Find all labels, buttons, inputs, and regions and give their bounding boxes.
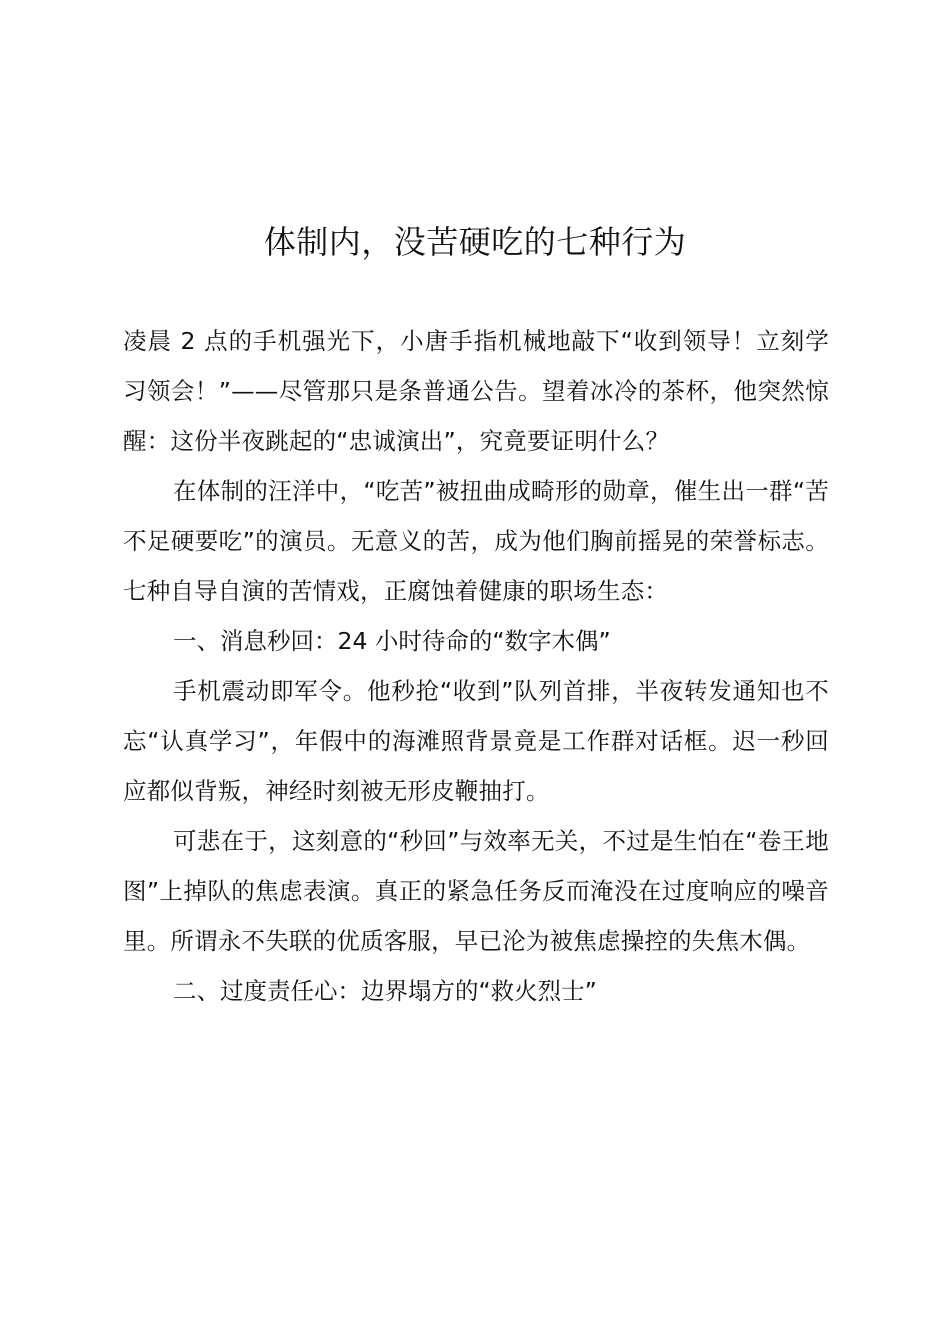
section-heading-2: 二、过度责任心：边界塌方的“救火烈士” — [173, 977, 597, 1005]
paragraph-context: 在体制的汪洋中，“吃苦”被扭曲成畸形的勋章，催生出一群“苦不足硬要吃”的演员。无意义的苦，成为他们胸前摇晃的荣誉标志。七种自导自演的苦情戏，正腐蚀着健康的职场生态： — [123, 477, 829, 605]
paragraph-section1-a: 手机震动即军令。他秒抢“收到”队列首排，半夜转发通知也不忘“认真学习”，年假中的海滩照背景竟是工作群对话框。迟一秒回应都似背叛，神经时刻被无形皮鞭抽打。 — [123, 677, 829, 805]
paragraph-intro: 凌晨 2 点的手机强光下，小唐手指机械地敲下“收到领导！立刻学习领会！”——尽管那只是条普通公告。望着冰冷的茶杯，他突然惊醒：这份半夜跳起的“忠诚演出”，究竟要证明什么？ — [123, 327, 829, 455]
document-body — [123, 316, 829, 1016]
paragraph-section1-b: 可悲在于，这刻意的“秒回”与效率无关，不过是生怕在“卷王地图”上掉队的焦虑表演。真正的紧急任务反而淹没在过度响应的噪音里。所谓永不失联的优质客服，早已沦为被焦虑操控的失焦木偶。 — [123, 827, 829, 955]
section-heading-1: 一、消息秒回：24 小时待命的“数字木偶” — [173, 627, 611, 655]
document-title: 体制内，没苦硬吃的七种行为 — [263, 223, 687, 261]
